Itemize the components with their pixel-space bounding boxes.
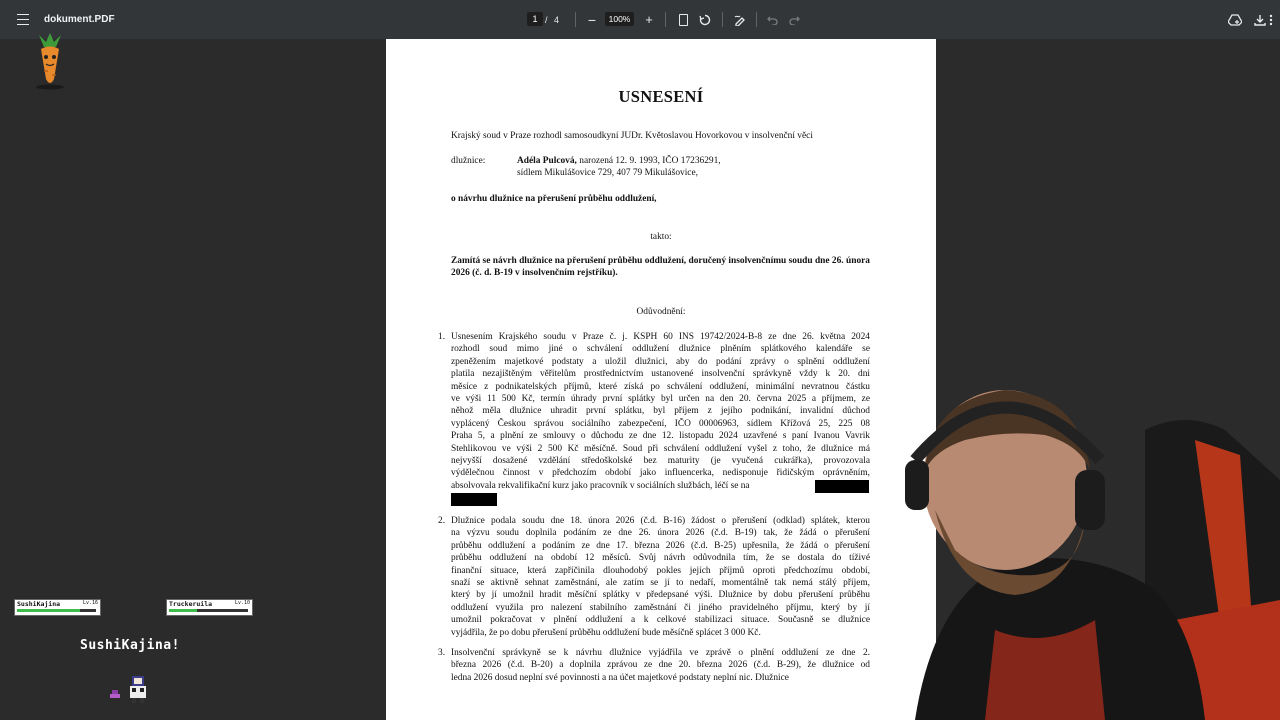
hp-track: [169, 609, 248, 612]
text-line: vyplácený Českou správou sociálního zabezpečení, IČO 00006963, sídlem Křížová 25, 225 08: [451, 418, 870, 429]
reasoning-heading: Odůvodnění:: [636, 307, 686, 317]
hp-fill: [17, 609, 80, 612]
paragraph-number: 3.: [438, 648, 446, 658]
undo-icon: [767, 15, 778, 25]
debtor-block: [517, 155, 817, 180]
page-separator: /: [545, 14, 548, 25]
text-line: nejvyšší dosažené vzdělání středoškolské bez maturity (je vyučená cukrářka), provozovala: [451, 455, 870, 466]
pdf-toolbar: [0, 0, 1280, 39]
text-line: výdělečnou činnost v předchozím období jako influencerka, nedisponuje řidičským oprávněním,: [451, 468, 870, 479]
text-line: absolvovala rekvalifikační kurz jako pracovník v sociálních službách, léčí se na: [451, 480, 750, 491]
save-to-drive-button[interactable]: [1226, 0, 1244, 39]
paragraph-1: [451, 331, 870, 492]
paragraph-number: 2.: [438, 516, 446, 526]
zoom-out-button[interactable]: −: [587, 11, 597, 28]
text-line: průběhu oddlužení a podáním ze dne 17. března 2026 (č.d. B-25) upřesnila, že žádá o přerušení: [451, 540, 870, 551]
player-name: SushiKajina: [17, 600, 61, 608]
player-health-bar: [14, 599, 101, 616]
debtor-name: Adéla Pulcová,: [517, 156, 577, 166]
text-line: umožnil pokračovat v plnění oddlužení a k celkové stabilizaci situace. Současně se dlužnice: [451, 615, 870, 626]
debtor-address: sídlem Mikulášovice 729, 407 79 Mikulášovice,: [517, 168, 698, 179]
divider: [756, 12, 757, 27]
pdf-page: [386, 39, 936, 720]
draw-button[interactable]: [731, 0, 749, 39]
document-title: USNESENÍ: [618, 87, 704, 106]
webcam-overlay: [895, 360, 1280, 720]
divider: [722, 12, 723, 27]
opponent-health-bar: [166, 599, 253, 616]
hamburger-icon: [17, 14, 29, 25]
carrot-mascot-icon: [30, 33, 70, 91]
text-line: Usnesením Krajského soudu v Praze č. j. KSPH 60 INS 19742/2024-B-8 ze dne 26. května 2024: [451, 332, 870, 342]
divider: [575, 12, 576, 27]
text-line: Insolvenční správkyně se k návrhu dlužnice vyjádřila ve zprávě o plnění oddlužení ze dne 2.: [451, 648, 870, 658]
page-total: 4: [554, 14, 560, 25]
text-line: průběhu oddlužení na období 12 měsíců. Svůj návrh odůvodnila tím, že se dostala do tíživé: [451, 553, 870, 564]
text-line: zpeněžením majetkové podstaty a uložil dlužnici, aby do podání zprávy o splnění oddlužení: [451, 356, 870, 367]
text-line: něhož měla dlužnice uhradit první splátku, byl příjem z jejího podnikání, invalidní důchod: [451, 406, 870, 417]
intro-text: Krajský soud v Praze rozhodl samosoudkyní JUDr. Květoslavou Hovorkovou v insolvenční věci: [451, 131, 813, 141]
text-line: oddlužení využila pro nalezení stabilního zaměstnání či jiného pravidelného příjmu, který by jí: [451, 602, 870, 613]
paragraph-number: 1.: [438, 332, 446, 342]
takto-text: takto:: [650, 232, 672, 242]
text-line: ledna 2026 dosud neplní své povinnosti a na účet majetkové podstaty neplní nic. Dlužnice: [451, 672, 789, 683]
more-vert-icon: [1269, 14, 1273, 26]
text-line: snaží se aktivně sehnat zaměstnání, ale zatím se jí to nedaří, momentálně tak nemá stálý příjem,: [451, 577, 870, 588]
text-line: měsíce z podnikatelských příjmů, které získá po schválení oddlužení, minimální nevratnou částku: [451, 381, 870, 392]
text-line: který by jí umožnil hradit měsíční splátky v předepsané výši. Dlužnice by dobu přerušení průběhu: [451, 590, 870, 601]
redaction-block: [815, 480, 869, 493]
zoom-level-input[interactable]: 100%: [605, 12, 634, 26]
text-line: vyjádřila, že po dobu přerušení průběhu oddlužení bude měsíčně splácet 3 000 Kč.: [451, 627, 761, 638]
file-name: dokument.PDF: [44, 14, 115, 25]
topic-text: o návrhu dlužnice na přerušení průběhu oddlužení,: [451, 194, 657, 204]
fit-to-page-button[interactable]: [674, 0, 692, 39]
zoom-in-button[interactable]: +: [645, 12, 653, 27]
text-line: Stehlikovou ve výši 2 500 Kč měsíčně. Soud při schválení oddlužení vyšel z toho, že dlužnice má: [451, 443, 870, 454]
redo-icon: [789, 15, 800, 25]
text-line: platila nezajištěným věřitelům prostřednictvím ustanovené insolvenční správkyně vždy k 20. dni: [451, 369, 870, 380]
rotate-button[interactable]: [696, 0, 714, 39]
text-line: Dlužnice podala soudu dne 18. února 2026 (č.d. B-16) žádost o přerušení (odklad) splátek, kterou: [451, 516, 870, 526]
more-options-button[interactable]: [1262, 0, 1280, 39]
text-line: března 2026 (č.d. B-20) a doplnila zprávou ze dne 20. března 2026 (č.d. B-29), že dlužnice od: [451, 660, 870, 671]
text-line: finanční situace, která zapříčinila dlouhodobý pokles jejích příjmů oproti předchozímu období,: [451, 565, 870, 576]
rotate-icon: [699, 14, 711, 26]
drive-icon: [1228, 14, 1242, 26]
redo-button[interactable]: [785, 0, 803, 39]
page-number-input[interactable]: 1: [527, 12, 543, 26]
divider: [665, 12, 666, 27]
overlay-shout-text: SushiKajina!: [80, 638, 180, 653]
text-line: na výzvu soudu doplnila podáním ze dne 26. února 2026 (č.d. B-19) tak, že žádá o přerušení: [451, 528, 870, 539]
opponent-level: Lv.10: [234, 600, 250, 606]
undo-button[interactable]: [763, 0, 781, 39]
debtor-details: narozená 12. 9. 1993, IČO 17236291,: [576, 156, 721, 166]
paragraph-3: [451, 647, 870, 684]
text-line: rozhodl soud mimo jiné o schválení oddlužení dlužnice plněním splátkového kalendáře se: [451, 344, 870, 355]
debtor-label: dlužnice:: [451, 156, 486, 166]
text-line: Praha 5, a plnění ze smlouvy o důchodu ze dne 12. listopadu 2024 uzavřené s paní Ivanou Vavrik: [451, 431, 870, 442]
verdict-text: Zamítá se návrh dlužnice na přerušení průběhu oddlužení, doručený insolvenčnímu soudu dne 26. února 2026 (č. d. B-19 v insolvenčním rejstříku).: [451, 256, 870, 279]
hp-fill: [169, 609, 197, 612]
text-line: ve výši 11 500 Kč, termín úhrady první splátky byl určen na den 20. června 2025 a příjmem, ze: [451, 393, 870, 404]
pixel-character-icon: [108, 668, 154, 704]
fit-page-icon: [679, 14, 688, 26]
player-level: Lv.16: [82, 600, 98, 606]
draw-icon: [734, 14, 746, 26]
redaction-block: [451, 493, 497, 506]
opponent-name: Truckeruila: [169, 600, 213, 608]
paragraph-2: [451, 515, 870, 639]
hp-track: [17, 609, 96, 612]
